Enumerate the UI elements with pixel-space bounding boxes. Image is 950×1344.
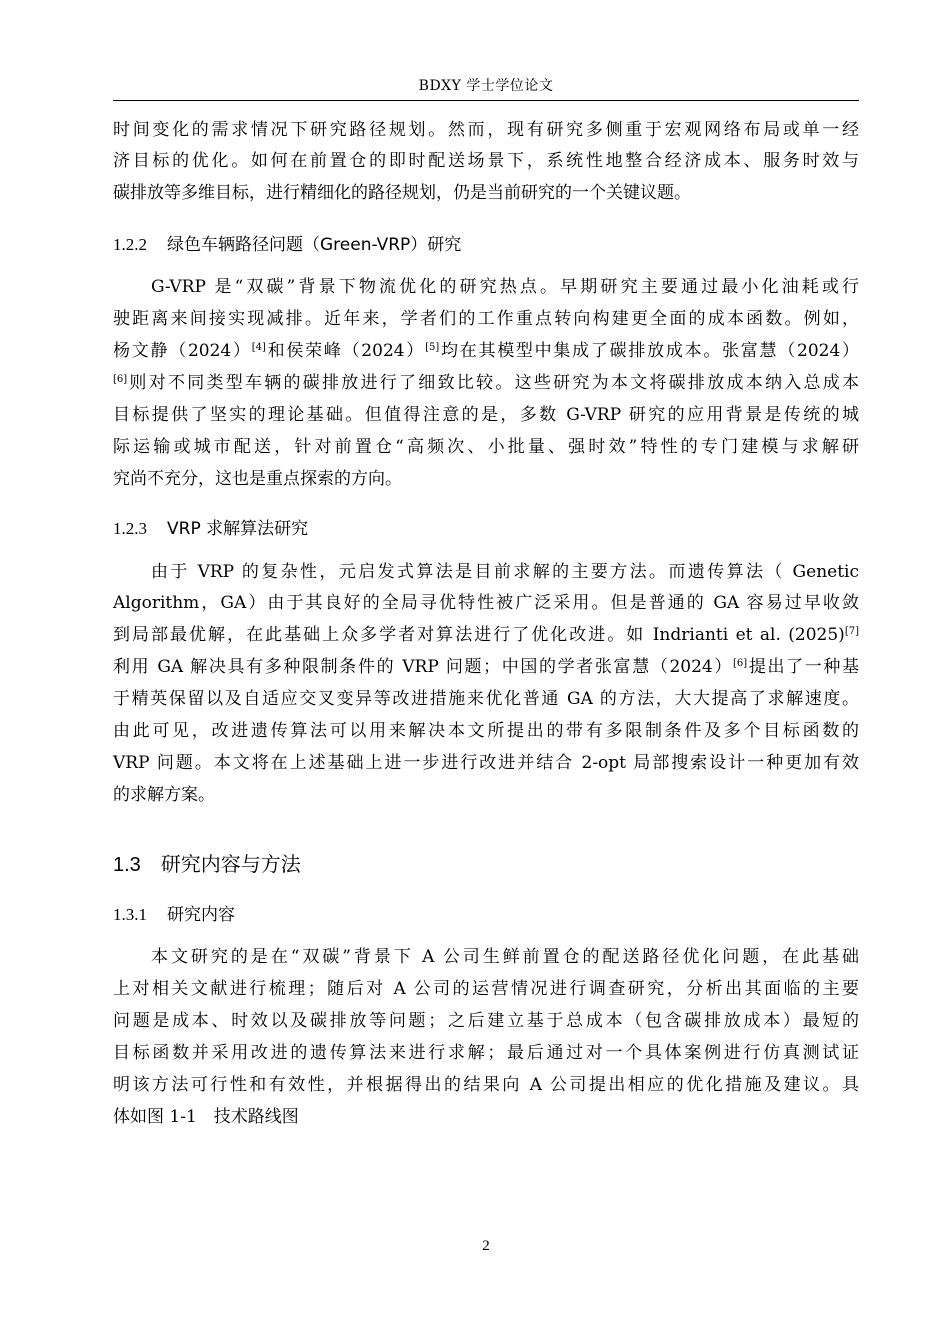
text-line: 问题是成本、时效以及碳排放等问题；之后建立基于总成本（包含碳排放成本）最短的 <box>113 1011 859 1031</box>
text-line <box>113 654 859 680</box>
text-line: 驶距离来间接实现减排。近年来，学者们的工作重点转向构建更全面的成本函数。例如， <box>113 309 859 329</box>
text-line: 体如图 1-1 技术路线图 <box>113 1107 299 1127</box>
citation-ref: [7] <box>844 626 859 637</box>
text-line: 上对相关文献进行梳理；随后对 A 公司的运营情况进行调查研究，分析出其面临的主要 <box>113 979 859 999</box>
text-fragment: 均在其模型中集成了碳排放成本。张富慧（2024） <box>439 341 860 361</box>
text-line: 际运输或城市配送，针对前置仓“高频次、小批量、强时效”特性的专门建模与求解研 <box>113 437 859 457</box>
section-number: 1.3 <box>113 854 141 876</box>
text-line: 济目标的优化。如何在前置仓的即时配送场景下，系统性地整合经济成本、服务时效与 <box>113 151 859 171</box>
text-line: 目标提供了坚实的理论基础。但值得注意的是，多数 G-VRP 研究的应用背景是传统的城 <box>113 405 859 425</box>
text-line <box>113 338 859 364</box>
header-rule <box>113 100 859 101</box>
citation-author: 杨文静（2024） <box>113 341 252 361</box>
text-line: 于精英保留以及自适应交叉变异等改进措施来优化普通 GA 的方法，大大提高了求解速度。 <box>113 689 859 709</box>
text-line: 由此可见，改进遗传算法可以用来解决本文所提出的带有多限制条件及多个目标函数的 <box>113 721 859 741</box>
section-heading-1-3 <box>113 849 301 880</box>
text-fragment: 利用 GA 解决具有多种限制条件的 VRP 问题；中国的学者张富慧（2024） <box>113 657 734 677</box>
text-line <box>113 622 859 648</box>
section-title: 研究内容 <box>167 905 235 925</box>
citation-author: 和侯荣峰（2024） <box>265 341 426 361</box>
citation-ref: [4] <box>251 342 266 353</box>
section-title: 绿色车辆路径问题（Green-VRP）研究 <box>167 235 462 255</box>
text-line: G-VRP 是“双碳”背景下物流优化的研究热点。早期研究主要通过最小化油耗或行 <box>151 277 859 297</box>
text-line <box>113 370 859 396</box>
section-number: 1.2.3 <box>113 519 147 538</box>
section-number: 1.3.1 <box>113 905 147 924</box>
section-heading-1-2-2 <box>113 232 461 258</box>
text-line: 碳排放等多维目标，进行精细化的路径规划，仍是当前研究的一个关键议题。 <box>113 183 691 203</box>
text-line: VRP 问题。本文将在上述基础上进一步进行改进并结合 2-opt 局部搜索设计一种更加有效 <box>113 753 859 773</box>
text-line: Algorithm，GA）由于其良好的全局寻优特性被广泛采用。但是普通的 GA 容易过早收敛 <box>113 593 859 613</box>
section-heading-1-2-3 <box>113 516 308 542</box>
citation-ref: [5] <box>425 342 440 353</box>
text-line: 究尚不充分，这也是重点探索的方向。 <box>113 469 402 489</box>
text-line: 目标函数并采用改进的遗传算法来进行求解；最后通过对一个具体案例进行仿真测试证 <box>113 1043 859 1063</box>
text-fragment: 到局部最优解，在此基础上众多学者对算法进行了优化改进。如 Indrianti et al. (2025) <box>113 625 845 645</box>
citation-ref: [6] <box>733 658 748 669</box>
text-line: 的求解方案。 <box>113 785 215 805</box>
section-title: 研究内容与方法 <box>160 852 301 876</box>
page-number: 2 <box>482 1238 490 1254</box>
text-line: 明该方法可行性和有效性，并根据得出的结果向 A 公司提出相应的优化措施及建议。具 <box>113 1075 859 1095</box>
text-line: 时间变化的需求情况下研究路径规划。然而，现有研究多侧重于宏观网络布局或单一经 <box>113 120 859 140</box>
section-heading-1-3-1 <box>113 902 235 928</box>
text-line: 本文研究的是在“双碳”背景下 A 公司生鲜前置仓的配送路径优化问题，在此基础 <box>151 947 859 967</box>
section-number: 1.2.2 <box>113 235 147 254</box>
citation-ref: [6] <box>113 374 128 385</box>
running-header: BDXY 学士学位论文 <box>418 78 554 94</box>
text-line: 由于 VRP 的复杂性，元启发式算法是目前求解的主要方法。而遗传算法（ Genetic <box>151 562 859 582</box>
text-fragment: 提出了一种基 <box>747 657 860 677</box>
text-fragment: 则对不同类型车辆的碳排放进行了细致比较。这些研究为本文将碳排放成本纳入总成本 <box>127 373 859 393</box>
section-title: VRP 求解算法研究 <box>167 519 309 539</box>
